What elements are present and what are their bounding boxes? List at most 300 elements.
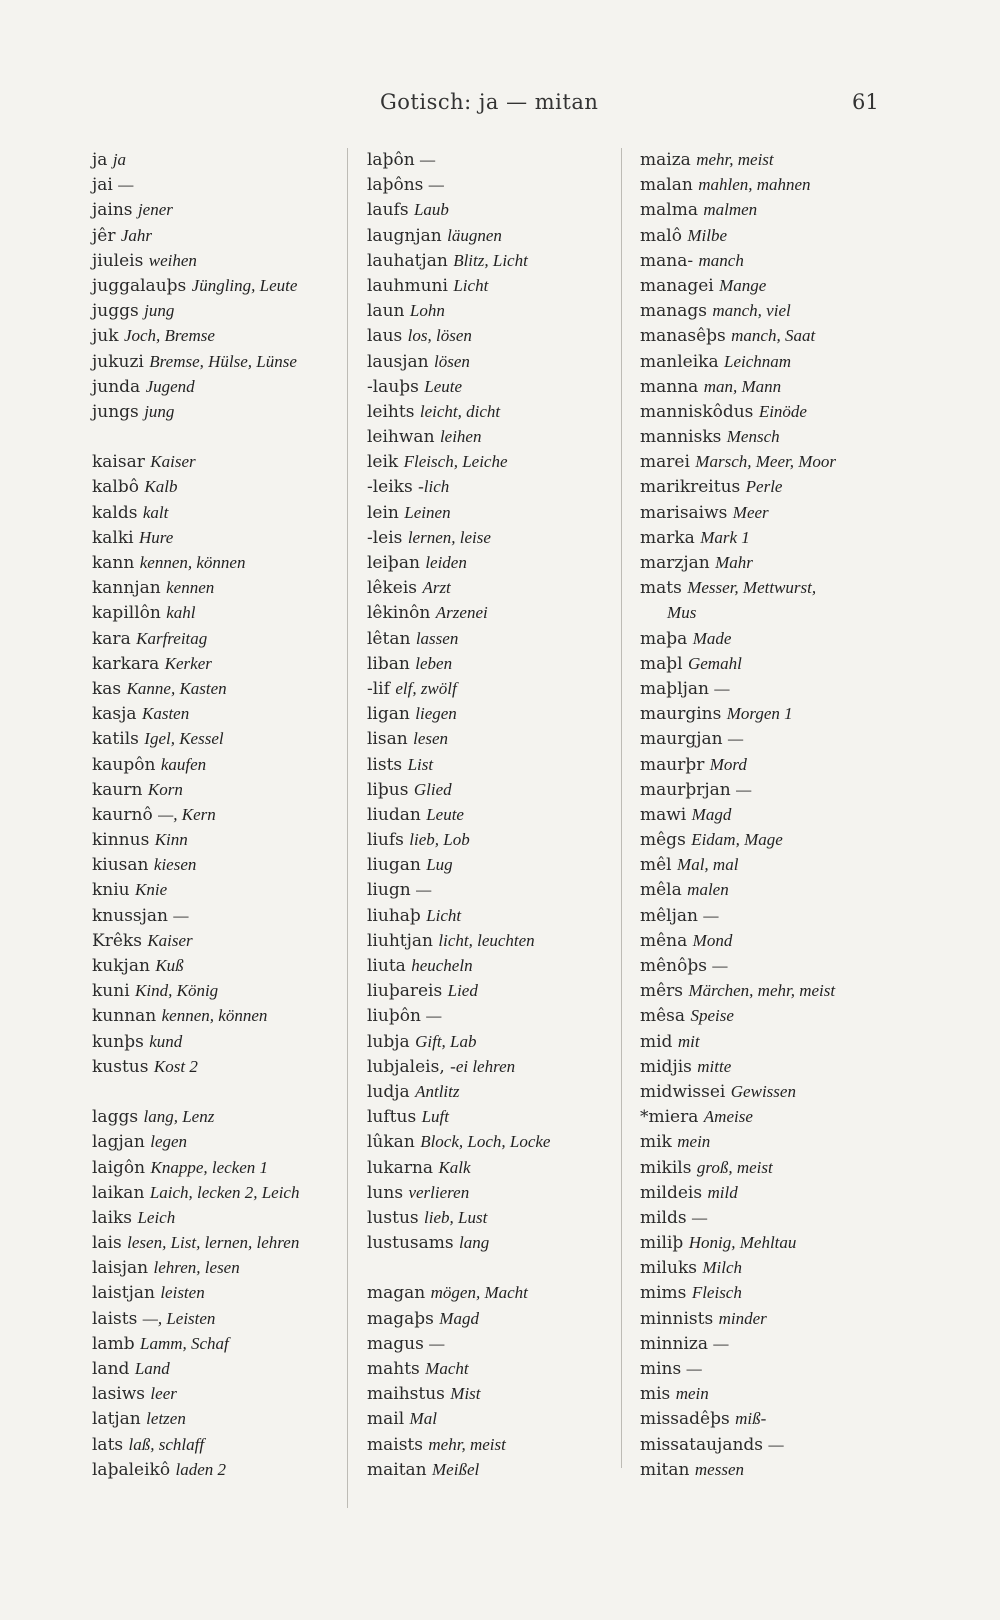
- entry-gloss: Made: [692, 628, 732, 648]
- entry-headword: maists: [367, 1434, 423, 1455]
- entry-headword: leihwan: [367, 427, 435, 448]
- dictionary-entry: [640, 877, 900, 902]
- dictionary-entry: [367, 1331, 617, 1356]
- dictionary-entry: [92, 147, 342, 172]
- entry-column-3: [640, 147, 900, 1482]
- dictionary-entry: [640, 197, 900, 222]
- entry-gloss: Meißel: [432, 1459, 480, 1479]
- entry-gloss: Ameise: [703, 1107, 753, 1127]
- dictionary-entry: [92, 1306, 342, 1331]
- entry-gloss: lang, Lenz: [143, 1107, 215, 1127]
- entry-gloss: man, Mann: [703, 376, 782, 396]
- entry-headword: maitan: [367, 1459, 427, 1480]
- entry-headword: jai: [92, 175, 113, 196]
- entry-headword: kannjan: [92, 578, 161, 599]
- entry-gloss: Mensch: [726, 427, 780, 447]
- dictionary-entry: [367, 978, 617, 1003]
- entry-headword: mahts: [367, 1359, 420, 1379]
- entry-gloss: Kind, König: [135, 981, 219, 1001]
- dictionary-entry: [92, 1205, 342, 1230]
- entry-gloss: lesen, List, lernen, lehren: [127, 1233, 300, 1253]
- dictionary-entry: [92, 928, 342, 953]
- entry-gloss: verlieren: [408, 1182, 470, 1202]
- dictionary-entry: [640, 928, 900, 953]
- entry-gloss: Kerker: [164, 653, 212, 673]
- entry-headword: kapillôn: [92, 603, 161, 624]
- entry-gloss: letzen: [146, 1409, 186, 1429]
- dictionary-entry: [367, 726, 617, 751]
- entry-headword: manasêþs: [640, 326, 726, 347]
- dictionary-entry: [640, 323, 900, 348]
- entry-gloss: Mord: [709, 754, 747, 774]
- dictionary-entry: [640, 802, 900, 827]
- entry-headword: laistjan: [92, 1283, 155, 1304]
- dictionary-entry: [92, 248, 342, 273]
- dictionary-entry: [640, 1280, 900, 1305]
- dictionary-entry: [640, 626, 900, 651]
- entry-gloss: Land: [134, 1359, 170, 1378]
- dictionary-entry: [640, 298, 900, 323]
- entry-gloss: los, lösen: [407, 326, 472, 346]
- entry-gloss: Meer: [732, 502, 769, 522]
- entry-gloss: lehren, lesen: [153, 1258, 240, 1278]
- entry-headword: mêljan: [640, 905, 698, 926]
- entry-headword: maurþr: [640, 754, 705, 775]
- entry-headword: managei: [640, 275, 714, 296]
- dictionary-entry: [92, 827, 342, 852]
- entry-headword: laþaleikô: [92, 1459, 171, 1480]
- entry-headword: laun: [367, 301, 405, 322]
- entry-headword: mêla: [640, 880, 682, 901]
- entry-gloss: —, Leisten: [142, 1308, 216, 1328]
- entry-gloss: mehr, meist: [428, 1434, 506, 1454]
- dictionary-entry: [640, 1003, 900, 1028]
- entry-gloss: Mahr: [715, 553, 753, 572]
- entry-gloss: leiden: [425, 553, 467, 572]
- page-header: [0, 90, 1000, 120]
- entry-headword: laufs: [367, 200, 409, 221]
- dictionary-entry: [640, 550, 900, 575]
- entry-headword: ludja: [367, 1081, 410, 1102]
- entry-headword: kasja: [92, 704, 137, 725]
- entry-gloss: Gewissen: [730, 1081, 796, 1101]
- dictionary-entry: [92, 172, 342, 197]
- dictionary-entry: [367, 1306, 617, 1331]
- dictionary-entry: [92, 1280, 342, 1305]
- entry-gloss: Fleisch, Leiche: [403, 452, 508, 472]
- entry-headword: kara: [92, 628, 131, 649]
- dictionary-entry: [92, 474, 342, 499]
- entry-headword: maurgins: [640, 704, 722, 725]
- entry-headword: lausjan: [367, 351, 429, 372]
- dictionary-entry: [367, 1432, 617, 1457]
- entry-headword: missataujands: [640, 1434, 764, 1455]
- dictionary-entry: [367, 953, 617, 978]
- dictionary-entry: [92, 626, 342, 651]
- entry-gloss: kiesen: [153, 855, 197, 875]
- entry-gloss: Laub: [413, 200, 449, 220]
- entry-headword: lubja: [367, 1031, 410, 1052]
- entry-headword: -leis: [367, 527, 403, 548]
- entry-gloss: licht, leuchten: [438, 930, 535, 950]
- entry-gloss: Kinn: [154, 830, 188, 850]
- entry-headword: liþus: [367, 779, 409, 800]
- entry-gloss: liegen: [415, 704, 457, 724]
- dictionary-entry: [92, 1129, 342, 1154]
- entry-gloss: Laich, lecken 2, Leich: [149, 1182, 300, 1202]
- dictionary-entry: [92, 802, 342, 827]
- dictionary-entry: [640, 1054, 900, 1079]
- dictionary-entry: [367, 1457, 617, 1482]
- entry-headword: kustus: [92, 1056, 149, 1077]
- entry-headword: -leiks: [367, 477, 413, 498]
- entry-gloss: Gemahl: [687, 653, 742, 673]
- dictionary-entry: [640, 223, 900, 248]
- entry-headword: lisan: [367, 729, 408, 750]
- dictionary-entry: [640, 1255, 900, 1280]
- dictionary-entry: [367, 550, 617, 575]
- entry-gloss: laden 2: [175, 1459, 226, 1479]
- section-gap: [92, 1079, 342, 1104]
- entry-headword: lein: [367, 502, 399, 523]
- dictionary-entry: [92, 374, 342, 399]
- entry-headword: ligan: [367, 704, 410, 725]
- entry-headword: laists: [92, 1308, 138, 1329]
- entry-gloss: jung: [144, 401, 175, 421]
- entry-headword: marisaiws: [640, 502, 728, 523]
- entry-gloss: —: [428, 175, 444, 195]
- entry-headword: mims: [640, 1283, 687, 1304]
- dictionary-entry: [640, 449, 900, 474]
- entry-headword: minniza: [640, 1333, 708, 1354]
- entry-headword: mannisks: [640, 427, 722, 448]
- entry-headword: maþa: [640, 628, 688, 649]
- dictionary-entry: [640, 1029, 900, 1054]
- entry-gloss: Lamm, Schaf: [139, 1333, 229, 1353]
- dictionary-entry: [640, 726, 900, 751]
- dictionary-entry: [640, 978, 900, 1003]
- entry-gloss: kahl: [166, 603, 196, 623]
- entry-gloss: ja: [112, 150, 127, 169]
- entry-gloss: Jüngling, Leute: [191, 275, 298, 295]
- entry-headword: latjan: [92, 1409, 141, 1430]
- dictionary-entry: [640, 374, 900, 399]
- entry-headword: lauhatjan: [367, 250, 448, 271]
- entry-gloss: malmen: [703, 200, 758, 220]
- entry-headword: malma: [640, 200, 698, 221]
- entry-headword: liuþareis: [367, 981, 443, 1002]
- entry-headword: midjis: [640, 1056, 692, 1077]
- entry-headword: laus: [367, 326, 403, 347]
- dictionary-entry: [92, 298, 342, 323]
- dictionary-entry: [92, 575, 342, 600]
- dictionary-entry: [640, 1104, 900, 1129]
- dictionary-entry: [367, 626, 617, 651]
- dictionary-entry: [92, 777, 342, 802]
- column-divider: [347, 148, 348, 1508]
- entry-gloss: messen: [694, 1459, 744, 1479]
- entry-headword: kunþs: [92, 1031, 144, 1052]
- entry-headword: maurþrjan: [640, 779, 731, 800]
- entry-gloss: minder: [718, 1308, 767, 1328]
- entry-gloss: Fleisch: [691, 1283, 742, 1303]
- entry-headword: liban: [367, 653, 410, 674]
- entry-gloss: laß, schlaff: [128, 1434, 205, 1454]
- entry-gloss: Kalb: [144, 477, 178, 497]
- entry-headword: kaurnô: [92, 804, 153, 825]
- entry-headword: lasiws: [92, 1384, 146, 1405]
- entry-gloss: lassen: [415, 628, 459, 648]
- entry-headword: lists: [367, 754, 403, 775]
- dictionary-entry: [367, 1003, 617, 1028]
- dictionary-entry: [367, 172, 617, 197]
- entry-gloss: List: [407, 754, 434, 774]
- entry-gloss: Blitz, Licht: [453, 250, 528, 270]
- dictionary-entry: [92, 1457, 342, 1482]
- entry-headword: luns: [367, 1182, 404, 1203]
- dictionary-entry: [367, 248, 617, 273]
- entry-gloss: Märchen, mehr, meist: [688, 981, 836, 1001]
- entry-headword: laþôns: [367, 175, 424, 196]
- entry-gloss: leben: [415, 653, 453, 673]
- entry-headword: leiþan: [367, 553, 420, 573]
- entry-headword: minnists: [640, 1308, 714, 1329]
- section-gap: [367, 1255, 617, 1280]
- dictionary-entry: [367, 1280, 617, 1305]
- entry-gloss: elf, zwölf: [395, 678, 457, 698]
- dictionary-entry: [640, 525, 900, 550]
- dictionary-entry: [92, 903, 342, 928]
- entry-headword: magus: [367, 1333, 424, 1354]
- entry-gloss: Milch: [702, 1258, 743, 1278]
- dictionary-entry: [640, 1180, 900, 1205]
- entry-headword: kalki: [92, 527, 134, 548]
- entry-gloss: mein: [675, 1384, 709, 1404]
- entry-headword: laiks: [92, 1207, 133, 1228]
- dictionary-entry: [367, 223, 617, 248]
- dictionary-entry: [92, 197, 342, 222]
- entry-headword: mitan: [640, 1459, 690, 1480]
- entry-gloss: Hure: [139, 527, 174, 547]
- dictionary-entry: [640, 903, 900, 928]
- entry-gloss: Karfreitag: [136, 628, 208, 648]
- entry-gloss: Mark 1: [700, 527, 750, 547]
- entry-gloss: läugnen: [447, 225, 502, 245]
- entry-gloss: Glied: [413, 779, 452, 799]
- dictionary-entry: [640, 953, 900, 978]
- entry-headword: laigôn: [92, 1157, 146, 1178]
- dictionary-entry: [92, 1003, 342, 1028]
- entry-headword: kann: [92, 553, 135, 573]
- entry-gloss: Lohn: [409, 301, 445, 321]
- entry-headword: miluks: [640, 1258, 697, 1279]
- dictionary-entry: [92, 1180, 342, 1205]
- entry-headword: leihts: [367, 401, 415, 422]
- entry-headword: kukjan: [92, 956, 150, 976]
- entry-headword: marei: [640, 452, 690, 473]
- dictionary-entry: [367, 424, 617, 449]
- entry-gloss: —: [429, 1333, 445, 1353]
- entry-headword: liuhtjan: [367, 930, 433, 951]
- dictionary-entry: [367, 1079, 617, 1104]
- entry-headword: kinnus: [92, 830, 150, 851]
- entry-headword: knussjan: [92, 905, 169, 926]
- entry-headword: lêtan: [367, 628, 411, 649]
- entry-gloss: Licht: [453, 275, 489, 295]
- entry-headword: marka: [640, 527, 695, 548]
- dictionary-entry: [92, 752, 342, 777]
- dictionary-entry: [640, 676, 900, 701]
- entry-gloss: Joch, Bremse: [123, 326, 215, 346]
- dictionary-entry: [640, 777, 900, 802]
- dictionary-entry: [640, 399, 900, 424]
- dictionary-entry: [367, 1054, 617, 1079]
- entry-gloss: Bremse, Hülse, Lünse: [149, 351, 297, 371]
- dictionary-entry: [367, 903, 617, 928]
- entry-headword: lagjan: [92, 1132, 145, 1153]
- entry-headword: liuta: [367, 956, 406, 976]
- entry-gloss: kaufen: [160, 754, 207, 774]
- entry-gloss: —: [714, 678, 730, 698]
- entry-headword: mêgs: [640, 830, 686, 851]
- entry-headword: katils: [92, 729, 139, 750]
- dictionary-entry: [92, 349, 342, 374]
- entry-headword: laggs: [92, 1107, 139, 1128]
- entry-headword: juggalauþs: [92, 275, 187, 296]
- dictionary-entry: [367, 1381, 617, 1406]
- dictionary-entry: [367, 1406, 617, 1431]
- entry-headword: maþl: [640, 653, 683, 674]
- dictionary-entry: [92, 1356, 342, 1381]
- dictionary-entry: [367, 399, 617, 424]
- entry-gloss: Kaiser: [150, 452, 196, 472]
- dictionary-entry: [92, 1331, 342, 1356]
- entry-gloss: Speise: [690, 1006, 734, 1026]
- dictionary-entry: [367, 852, 617, 877]
- dictionary-entry: [367, 147, 617, 172]
- dictionary-entry: [367, 1155, 617, 1180]
- entry-gloss: Korn: [147, 779, 183, 799]
- entry-gloss: mit: [677, 1031, 700, 1051]
- dictionary-entry: [92, 500, 342, 525]
- dictionary-entry: [640, 474, 900, 499]
- entry-gloss: —, Kern: [158, 804, 216, 824]
- entry-headword: mats: [640, 578, 682, 599]
- entry-gloss: -ei lehren: [450, 1056, 516, 1076]
- entry-gloss: —: [173, 905, 189, 925]
- entry-gloss: Mal: [409, 1409, 437, 1429]
- dictionary-entry: [367, 474, 617, 499]
- entry-gloss: manch, Saat: [731, 326, 816, 346]
- entry-gloss: mein: [677, 1132, 711, 1152]
- dictionary-entry: [92, 1406, 342, 1431]
- entry-headword: *miera: [640, 1107, 699, 1128]
- dictionary-entry: [640, 248, 900, 273]
- entry-headword: -lauþs: [367, 376, 419, 397]
- entry-headword: liudan: [367, 804, 421, 825]
- dictionary-entry: [367, 600, 617, 625]
- entry-headword: mik: [640, 1132, 672, 1153]
- entry-gloss: leer: [150, 1384, 177, 1404]
- column-divider: [621, 148, 622, 1468]
- entry-gloss: Kasten: [141, 704, 190, 724]
- entry-headword: mêrs: [640, 981, 684, 1002]
- entry-headword: mis: [640, 1384, 671, 1405]
- entry-headword: magaþs: [367, 1308, 434, 1329]
- dictionary-entry: [367, 1230, 617, 1255]
- dictionary-entry: [367, 701, 617, 726]
- entry-gloss: malen: [687, 880, 729, 900]
- entry-gloss: —: [712, 956, 728, 975]
- entry-headword: mid: [640, 1031, 673, 1052]
- entry-headword: milds: [640, 1207, 687, 1228]
- dictionary-entry: [92, 1155, 342, 1180]
- dictionary-entry: [367, 298, 617, 323]
- entry-headword: manna: [640, 376, 699, 397]
- entry-gloss: lösen: [434, 351, 470, 371]
- entry-headword: lêkinôn: [367, 603, 431, 624]
- entry-headword: marzjan: [640, 553, 710, 573]
- entry-gloss: Mond: [692, 930, 733, 950]
- entry-gloss: Perle: [745, 477, 783, 497]
- dictionary-entry: [367, 1129, 617, 1154]
- entry-headword: kuni: [92, 981, 130, 1002]
- entry-gloss: Antlitz: [415, 1081, 460, 1101]
- entry-gloss: Igel, Kessel: [144, 729, 224, 749]
- entry-headword: kalbô: [92, 477, 139, 498]
- dictionary-entry: [92, 273, 342, 298]
- entry-gloss: Kost 2: [153, 1056, 198, 1076]
- entry-headword: mawi: [640, 804, 687, 825]
- dictionary-entry: [92, 449, 342, 474]
- entry-gloss: miß-: [735, 1409, 767, 1429]
- entry-headword: mênôþs: [640, 956, 707, 976]
- entry-gloss: lesen: [413, 729, 449, 749]
- entry-headword: Krêks: [92, 930, 142, 951]
- entry-gloss: Magd: [691, 804, 732, 824]
- entry-gloss: Arzt: [422, 578, 451, 598]
- entry-gloss: mögen, Macht: [430, 1283, 528, 1303]
- entry-headword: mikils: [640, 1157, 692, 1178]
- dictionary-entry: [92, 1432, 342, 1457]
- entry-gloss: —: [703, 905, 719, 925]
- entry-headword: magan: [367, 1283, 426, 1304]
- dictionary-entry: [640, 1079, 900, 1104]
- entry-column-1: [92, 147, 342, 1482]
- entry-gloss: Magd: [439, 1308, 479, 1328]
- entry-headword: juk: [92, 326, 119, 347]
- dictionary-entry: [367, 374, 617, 399]
- entry-gloss: Macht: [425, 1359, 469, 1378]
- entry-headword: liugn: [367, 880, 411, 901]
- entry-gloss: Mange: [719, 275, 767, 295]
- entry-gloss: —: [686, 1359, 702, 1378]
- dictionary-entry: [640, 575, 900, 600]
- dictionary-entry: [92, 525, 342, 550]
- entry-headword: ja: [92, 150, 108, 170]
- entry-gloss: Kanne, Kasten: [126, 678, 227, 698]
- entry-gloss: Kuß: [155, 956, 184, 975]
- entry-gloss: mitte: [697, 1056, 732, 1076]
- entry-gloss: Honig, Mehltau: [688, 1233, 797, 1253]
- dictionary-entry: [640, 1230, 900, 1255]
- dictionary-entry: [367, 877, 617, 902]
- entry-headword: laisjan: [92, 1258, 149, 1279]
- dictionary-entry: [367, 575, 617, 600]
- entry-headword: leik: [367, 452, 399, 473]
- dictionary-entry: [92, 953, 342, 978]
- dictionary-entry: [640, 500, 900, 525]
